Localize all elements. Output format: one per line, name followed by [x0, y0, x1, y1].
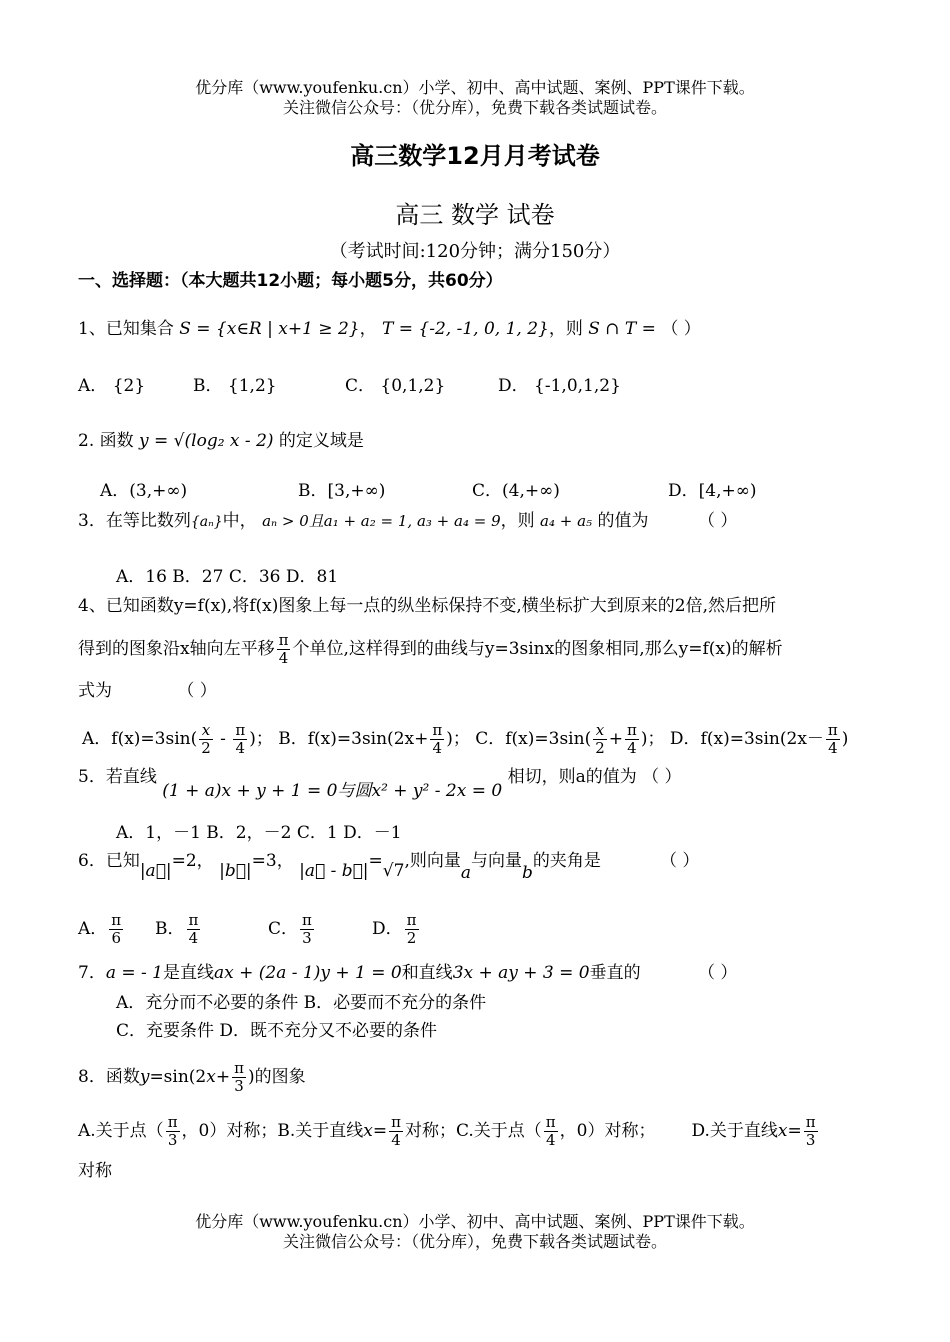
q6-answer-paren: （ ）	[660, 851, 700, 871]
q6-option-c-label: C．	[268, 919, 299, 939]
q6-tail: 的夹角是	[532, 851, 601, 871]
q7-line1: ax + (2a - 1)y + 1 = 0	[213, 963, 402, 983]
q4-line2-a: 得到的图象沿x轴向左平移	[78, 639, 275, 659]
exam-info: （考试时间:120分钟；满分150分）	[329, 241, 621, 262]
frac-num: π	[627, 721, 637, 739]
q6-option-c	[268, 912, 316, 947]
q4-option-d-pre: D．f(x)=3sin(2x－	[669, 729, 824, 749]
q4-options	[82, 722, 848, 757]
q6-vector-a: a	[460, 863, 471, 883]
question-8-stem	[78, 1060, 306, 1095]
q5-equation: (1 + a)x + y + 1 = 0与圆x² + y² - 2x = 0	[162, 781, 503, 801]
question-3-stem	[78, 510, 648, 533]
q1-set-s: S = {x∈R | x+1 ≥ 2}	[179, 319, 360, 339]
q4-option-a-frac-pi4	[233, 722, 247, 757]
frac-den: 4	[828, 739, 838, 757]
q4-option-b-pre: B．f(x)=3sin(2x+	[278, 729, 429, 749]
q4-option-a-pre: A．f(x)=3sin(	[82, 729, 198, 749]
q6-option-b	[155, 912, 202, 947]
q2-function: y = √(log₂ x - 2)	[139, 431, 274, 451]
q8-mid: =sin(2	[149, 1067, 207, 1087]
frac-den: 4	[627, 739, 637, 757]
q1-option-b-label: B．	[193, 376, 223, 396]
q8-tail: 对称	[78, 1161, 112, 1181]
q8-option-d-pre: D.关于直线	[691, 1121, 778, 1141]
frac-num: π	[827, 721, 838, 739]
frac-num: x	[593, 722, 607, 740]
q6-abs-diff: |a⃗ - b⃗|	[299, 861, 369, 881]
q1-option-d	[498, 375, 621, 397]
q6-option-b-label: B．	[155, 919, 185, 939]
q7-answer-paren: （ ）	[698, 963, 738, 983]
frac-den: 4	[545, 1131, 556, 1149]
q4-fraction-pi-4	[277, 632, 291, 667]
q8-option-d-x: x	[777, 1121, 788, 1141]
q6-eq3: =	[368, 851, 383, 871]
q3-answer-paren: （ ）	[698, 511, 738, 531]
q7-tail: 垂直的	[589, 963, 641, 983]
frac-den: 4	[235, 739, 246, 757]
q2-option-b: B．[3,+∞)	[298, 481, 386, 501]
q6-option-d	[372, 912, 421, 947]
frac-num: π	[167, 1113, 178, 1131]
q6-eq2: =3，	[251, 851, 294, 871]
q4-frac-den: 4	[278, 649, 289, 667]
q3-sequence: {aₙ}	[190, 514, 223, 530]
q8-option-d-eq: =	[787, 1121, 802, 1141]
q7-number: 7．	[78, 963, 106, 983]
q8-option-a-post: ，0）对称；	[181, 1121, 278, 1141]
q1-option-c-value: {0,1,2}	[380, 376, 446, 396]
frac-den: 3	[805, 1131, 816, 1149]
q2-stem-text: 2. 函数	[78, 431, 134, 451]
q2-option-d: D．[4,+∞)	[668, 481, 757, 501]
q8-options	[78, 1114, 820, 1149]
question-4-line-3	[78, 680, 217, 702]
q4-option-b-frac-pi4	[430, 722, 444, 757]
q6-mid2: 与向量	[471, 851, 522, 871]
frac-den: 4	[188, 929, 199, 947]
q8-option-b-x: x	[363, 1121, 373, 1141]
q8-plus: +	[215, 1067, 231, 1087]
q4-minus: -	[214, 729, 232, 749]
q6-abs-a: |a⃗|	[139, 861, 172, 881]
q6-option-d-label: D．	[372, 919, 403, 939]
q4-line2-b: 个单位,这样得到的曲线与y=3sinx的图象相同,那么y=f(x)的解析	[292, 639, 783, 659]
q6-mid: ,则向量	[404, 851, 461, 871]
frac-num: π	[805, 1113, 816, 1131]
section-heading: 一、选择题：（本大题共12小题；每小题5分，共60分）	[78, 271, 503, 291]
q5-options: A．1，－1 B．2，－2 C．1 D．－1	[116, 823, 402, 843]
question-7-stem	[78, 962, 641, 984]
q5-tail: 相切，则a的值为	[507, 767, 637, 787]
q3-stem-text: 3．在等比数列	[78, 511, 191, 531]
q3-then: ，则	[500, 511, 535, 531]
frac-den: 4	[391, 1131, 401, 1149]
frac-num: π	[432, 721, 443, 739]
q8-stem-pre: 8．函数	[78, 1067, 140, 1087]
q6-option-d-frac	[405, 912, 419, 947]
q4-frac-num: π	[278, 631, 289, 649]
q4-option-c-frac-x2	[593, 722, 607, 757]
q6-sqrt7: √7	[382, 861, 405, 881]
header-line-2: 关注微信公众号：（优分库），免费下载各类试题试卷。	[282, 98, 667, 117]
q8-option-a-pre: A.关于点（	[78, 1121, 164, 1141]
q6-eq1: =2，	[171, 851, 214, 871]
q8-y: y	[139, 1067, 150, 1087]
q4-option-c-pre: C．f(x)=3sin(	[475, 729, 592, 749]
frac-den: 2	[406, 929, 417, 947]
q8-stem-frac	[232, 1060, 246, 1095]
q3-expression: a₄ + a₅	[540, 512, 593, 530]
frac-num: π	[235, 721, 246, 739]
q7-options-ab: A．充分而不必要的条件 B．必要而不充分的条件	[116, 993, 487, 1013]
q6-option-a-frac	[109, 912, 123, 947]
q8-option-b-frac	[389, 1114, 403, 1149]
q6-stem-text: 6．已知	[78, 851, 140, 871]
q4-option-d-frac-pi4	[826, 722, 840, 757]
q7-and: 和直线	[401, 963, 453, 983]
q1-option-a	[78, 375, 145, 397]
q8-x: x	[206, 1067, 216, 1087]
frac-den: 2	[595, 739, 605, 757]
q1-stem-text: 1、已知集合	[78, 319, 174, 339]
q3-condition: aₙ > 0且a₁ + a₂ = 1, a₃ + a₄ = 9	[262, 512, 501, 530]
q1-answer-paren: （ ）	[661, 319, 701, 339]
page-title: 高三数学12月月考试卷	[350, 142, 600, 170]
q1-option-d-value: {-1,0,1,2}	[534, 376, 621, 396]
q7-mid: 是直线	[162, 963, 214, 983]
q1-option-c	[345, 375, 445, 397]
q1-set-t: T = {-2, -1, 0, 1, 2}	[382, 319, 549, 339]
q6-option-c-frac	[300, 912, 314, 947]
frac-num: π	[545, 1113, 556, 1131]
frac-den: 3	[302, 929, 312, 947]
q5-answer-paren: （ ）	[642, 767, 682, 787]
q4-answer-paren: （ ）	[177, 681, 217, 701]
frac-num: π	[234, 1059, 244, 1077]
q4-option-b-post: )；	[446, 729, 470, 749]
q8-option-b-post: 对称；	[404, 1121, 456, 1141]
q6-option-b-frac	[187, 912, 201, 947]
frac-num: π	[391, 1113, 401, 1131]
q8-option-a-frac	[166, 1114, 180, 1149]
q6-option-a-label: A．	[78, 919, 108, 939]
frac-num: π	[188, 911, 199, 929]
q1-sep: ，	[359, 319, 377, 339]
q1-then: ，则	[548, 319, 583, 339]
q8-option-b-pre: B.关于直线	[277, 1121, 364, 1141]
q6-abs-b: |b⃗|	[219, 861, 252, 881]
q8-stem-post: )的图象	[247, 1067, 306, 1087]
frac-num: π	[302, 911, 312, 929]
q2-option-c: C．(4,+∞)	[472, 481, 560, 501]
q4-line3-text: 式为	[78, 681, 112, 701]
q8-option-c-post: ，0）对称；	[559, 1121, 656, 1141]
q2-tail: 的定义域是	[278, 431, 364, 451]
frac-den: 6	[111, 929, 121, 947]
footer-line-2: 关注微信公众号：（优分库），免费下载各类试题试卷。	[282, 1232, 667, 1251]
q2-option-a: A．(3,+∞)	[100, 481, 188, 501]
q3-options: A．16 B．27 C．36 D．81	[116, 567, 339, 587]
frac-num: x	[199, 722, 213, 740]
q1-option-c-label: C．	[345, 376, 376, 396]
question-4-line-1: 4、已知函数y=f(x),将f(x)图象上每一点的纵坐标保持不变,横坐标扩大到原来的2倍,然后把所	[78, 596, 776, 616]
q7-condition: a = - 1	[105, 963, 163, 983]
q7-line2: 3x + ay + 3 = 0	[452, 963, 590, 983]
frac-num: π	[111, 911, 122, 929]
q8-option-b-eq: =	[372, 1121, 388, 1141]
footer-line-1: 优分库（www.youfenku.cn）小学、初中、高中试题、案例、PPT课件下载。	[195, 1212, 755, 1231]
page-subtitle: 高三 数学 试卷	[395, 201, 555, 229]
q4-option-a-post: )；	[249, 729, 273, 749]
q4-option-d-post: )	[841, 729, 849, 749]
q4-option-c-post: )；	[640, 729, 665, 749]
q3-mid: 中，	[222, 511, 257, 531]
q8-option-d-frac	[804, 1114, 818, 1149]
q1-option-a-label: A．	[78, 376, 108, 396]
q6-vector-b: b	[522, 863, 533, 883]
question-5-stem	[78, 766, 682, 801]
q1-option-b-value: {1,2}	[227, 376, 277, 396]
q4-plus: +	[608, 729, 624, 749]
frac-den: 3	[167, 1131, 178, 1149]
q1-option-b	[193, 375, 277, 397]
q6-option-a	[78, 912, 125, 947]
header-line-1: 优分库（www.youfenku.cn）小学、初中、高中试题、案例、PPT课件下载。	[195, 78, 755, 97]
question-6-stem	[78, 850, 601, 883]
q3-tail: 的值为	[597, 511, 649, 531]
frac-den: 3	[234, 1077, 244, 1095]
q1-option-a-value: {2}	[112, 376, 146, 396]
q1-option-d-label: D．	[498, 376, 529, 396]
question-4-line-2	[78, 632, 783, 667]
q7-options-cd: C．充要条件 D．既不充分又不必要的条件	[116, 1021, 438, 1041]
frac-den: 2	[201, 739, 211, 757]
question-1-stem	[78, 318, 701, 340]
q8-option-c-frac	[544, 1114, 558, 1149]
question-2-stem	[78, 430, 364, 452]
q4-option-a-frac-x2	[199, 722, 213, 757]
q8-option-c-pre: C.关于点（	[455, 1121, 542, 1141]
q4-option-c-frac-pi4	[625, 722, 639, 757]
q5-stem-text: 5．若直线	[78, 767, 157, 787]
frac-den: 4	[432, 739, 443, 757]
q1-expr: S ∩ T =	[588, 319, 656, 339]
frac-num: π	[406, 911, 417, 929]
